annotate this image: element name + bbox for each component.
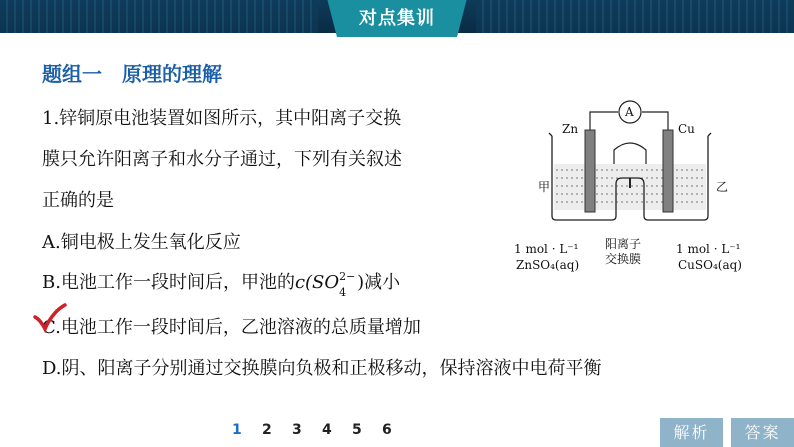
right-cell-label: 乙 [716, 180, 729, 194]
right-concentration: 1 mol · L⁻¹ [676, 242, 741, 256]
question-stem-line-2: 膜只允许阳离子和水分子通过，下列有关叙述 [42, 149, 402, 170]
header-banner [0, 0, 794, 37]
membrane-label-1: 阳离子 [605, 237, 642, 251]
left-cell-label: 甲 [538, 180, 551, 194]
page-link-3[interactable]: 3 [292, 422, 302, 438]
question-stem-line-1: 1.锌铜原电池装置如图所示，其中阳离子交换 [42, 108, 402, 129]
group-name: 原理的理解 [122, 62, 222, 86]
option-b[interactable] [42, 268, 401, 299]
option-b-text: B.电池工作一段时间后，甲池的 [42, 272, 295, 293]
banner-stripe-left [0, 0, 318, 33]
ammeter-label: A [625, 105, 634, 119]
page-link-2[interactable]: 2 [262, 422, 272, 438]
page-link-6[interactable]: 6 [382, 422, 392, 438]
question-stem-line-3: 正确的是 [42, 190, 114, 211]
left-concentration: 1 mol · L⁻¹ [514, 242, 579, 256]
sulfate-subscript: 4 [339, 286, 347, 299]
galvanic-cell-diagram [512, 100, 752, 279]
page-link-4[interactable]: 4 [322, 422, 332, 438]
group-label: 题组一 [42, 62, 102, 86]
cu-label: Cu [678, 122, 695, 136]
left-solution: ZnSO₄(aq) [516, 258, 580, 272]
analysis-button[interactable]: 解析 [660, 418, 723, 447]
selected-answer-check-icon [33, 303, 67, 333]
page-link-1[interactable]: 1 [232, 422, 242, 438]
group-heading [42, 58, 242, 87]
page-link-5[interactable]: 5 [352, 422, 362, 438]
right-solution: CuSO₄(aq) [678, 258, 742, 272]
option-b-suffix: )减小 [357, 272, 401, 293]
formula-script [339, 270, 357, 299]
banner-stripe-right [476, 0, 794, 33]
option-a[interactable]: A.铜电极上发生氧化反应 [42, 232, 241, 253]
sulfate-charge: 2− [339, 270, 356, 283]
membrane-label-2: 交换膜 [605, 252, 642, 266]
zn-label: Zn [562, 122, 579, 136]
option-b-formula: c(SO [294, 272, 340, 293]
option-c[interactable]: C.电池工作一段时间后，乙池溶液的总质量增加 [42, 317, 421, 338]
page-title: 对点集训 [359, 8, 435, 29]
option-d[interactable]: D.阴、阳离子分别通过交换膜向负极和正极移动，保持溶液中电荷平衡 [42, 358, 602, 379]
answer-button[interactable]: 答案 [731, 418, 794, 447]
